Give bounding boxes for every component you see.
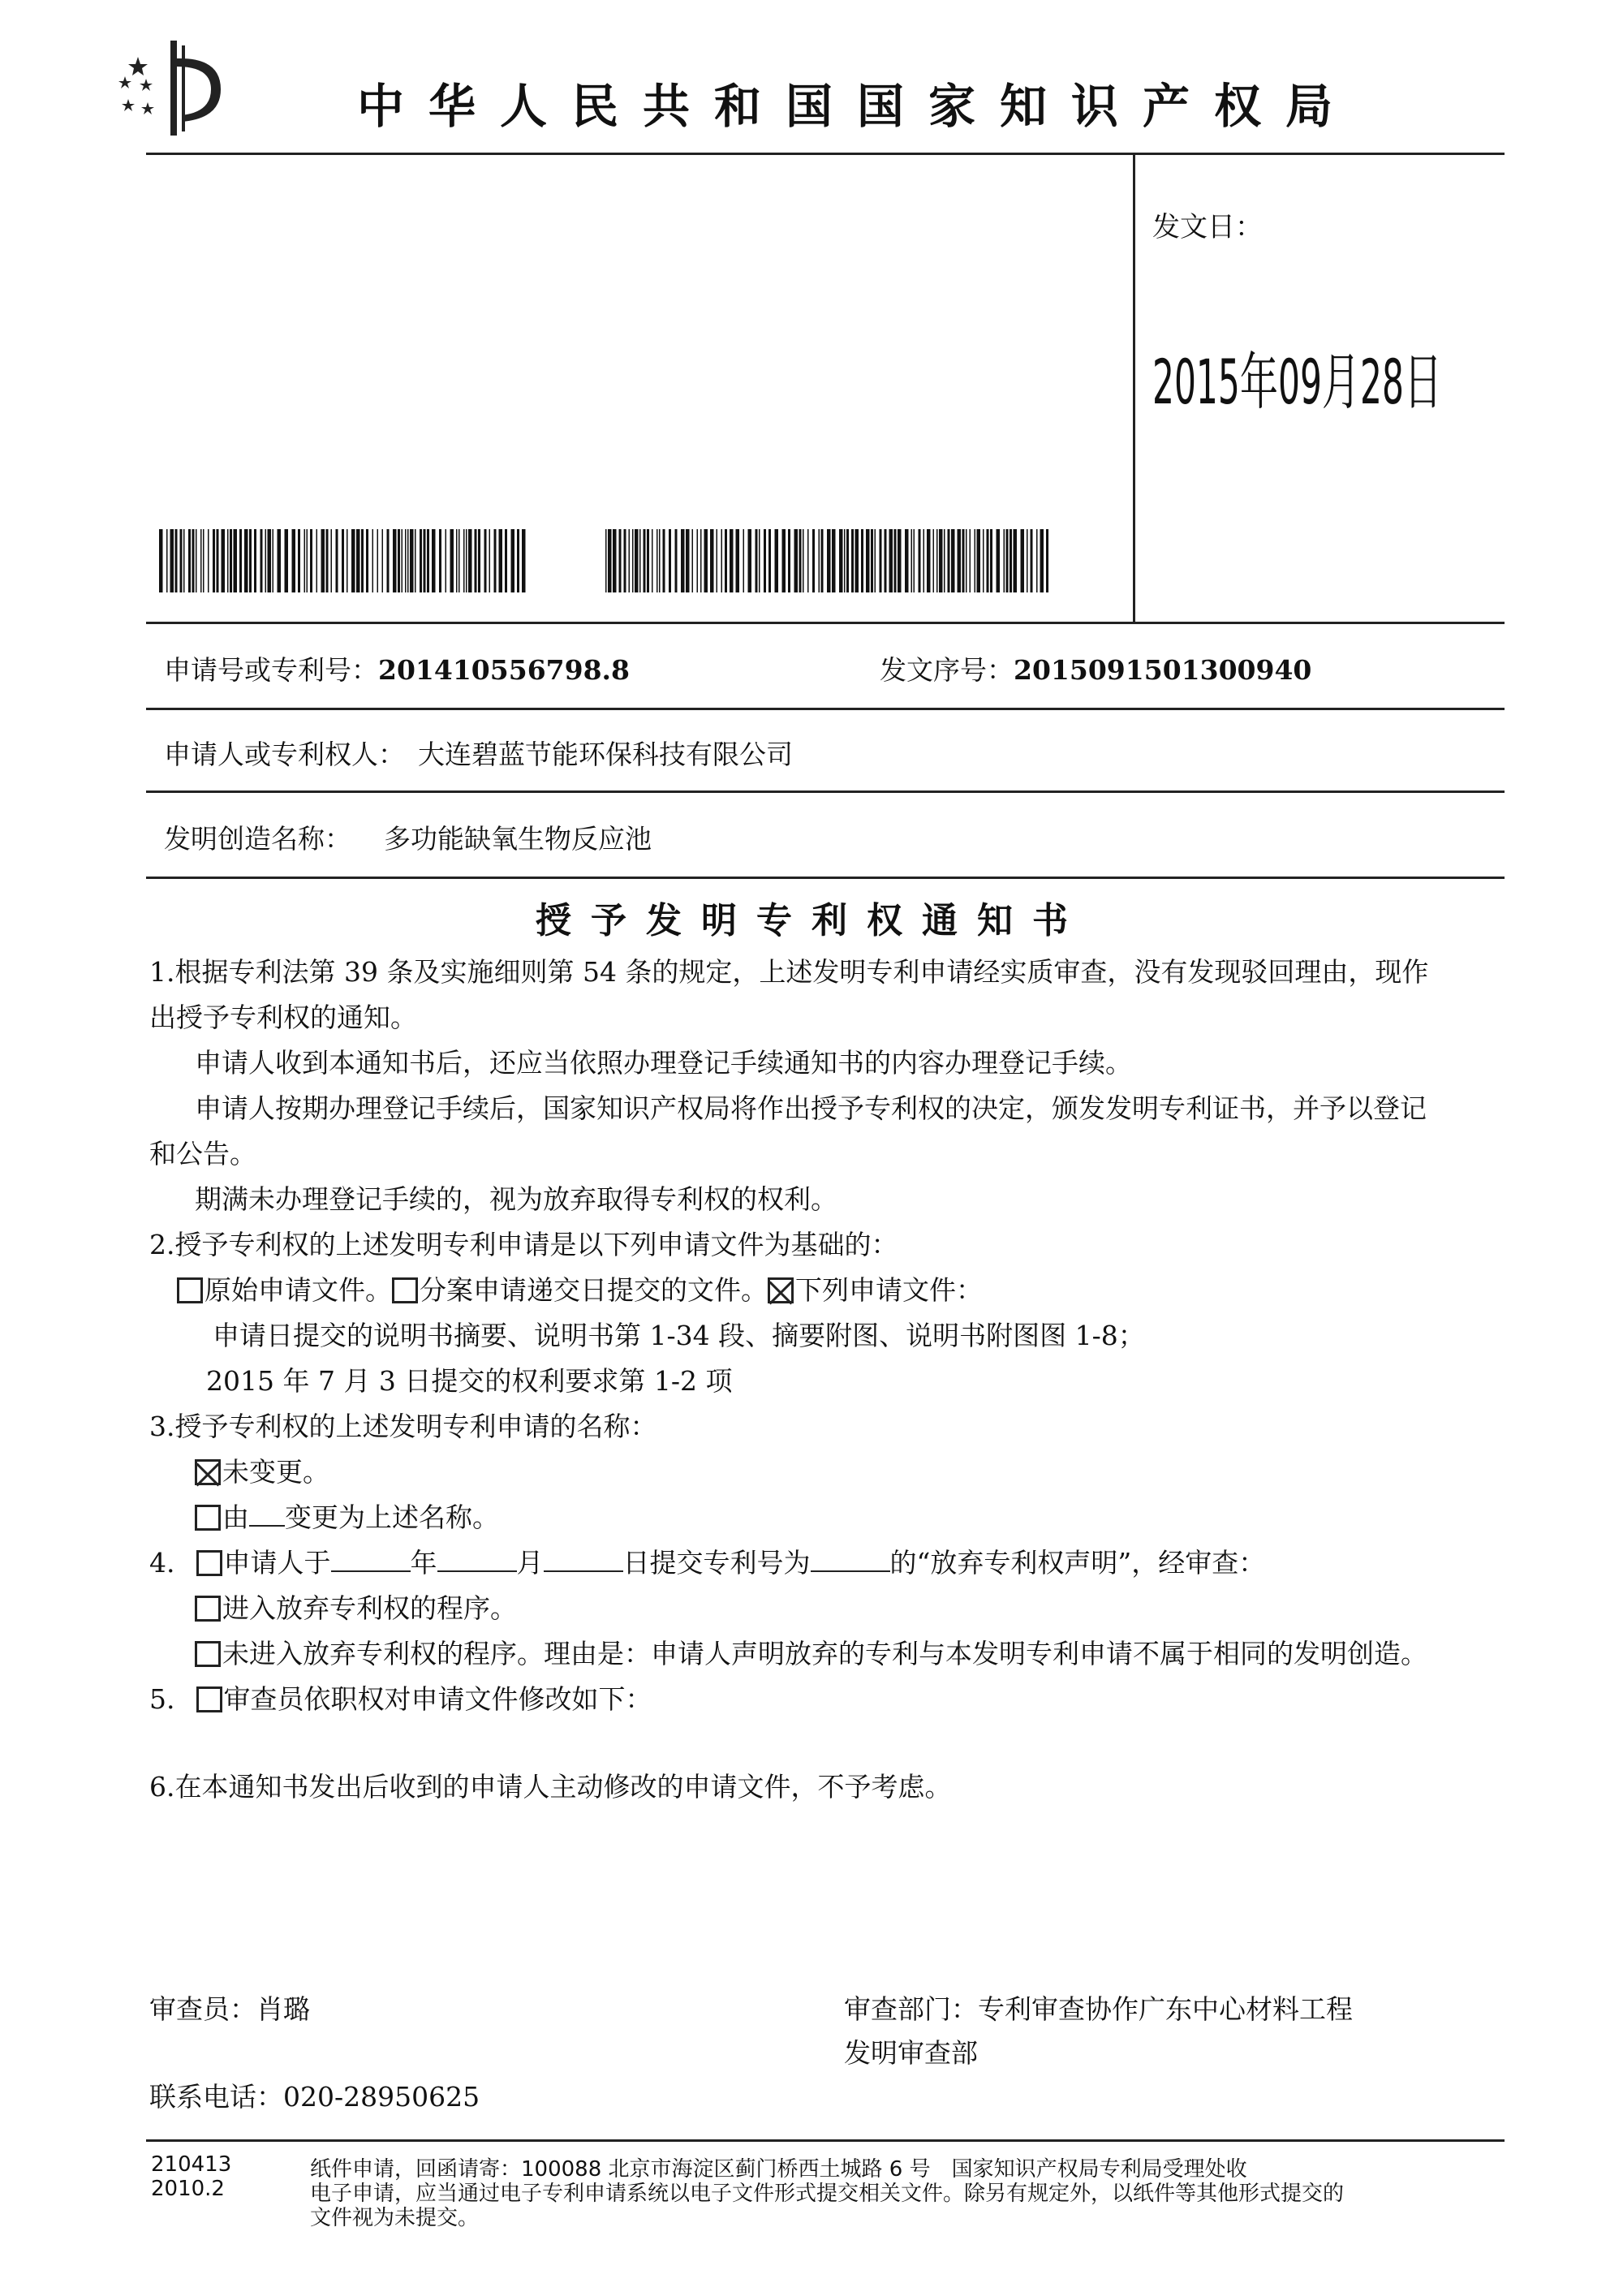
option-waiver-rejected: 未进入放弃专利权的程序。理由是：申请人声明放弃的专利与本发明专利申请不属于相同的发明创造。 (222, 1638, 1427, 1669)
checkbox-following-documents (768, 1277, 794, 1303)
option-name-unchanged: 未变更。 (222, 1456, 329, 1488)
contact-phone: 联系电话：020-28950625 (149, 2081, 480, 2113)
department-line-1: 审查部门：专利审查协作广东中心材料工程 (844, 1993, 1353, 2025)
department-line-2: 发明审查部 (844, 2037, 978, 2069)
option-following-documents: 下列申请文件： (795, 1274, 983, 1306)
invention-name: 多功能缺氧生物反应池 (384, 823, 652, 855)
blank-field (437, 1548, 517, 1572)
option-original-documents: 原始申请文件。 (204, 1274, 392, 1306)
clause-4-text-b: 年 (410, 1547, 437, 1579)
clause-2-options (177, 1274, 983, 1307)
dispatch-date-label: 发文日： (1152, 211, 1263, 243)
clause-4-text-c: 月 (516, 1547, 544, 1579)
application-number-row (164, 649, 630, 687)
divider (146, 708, 1505, 710)
clause-1-paragraph-a: 申请人收到本通知书后，还应当依照办理登记手续通知书的内容办理登记手续。 (195, 1047, 1132, 1079)
form-code-line-1: 210413 (151, 2152, 232, 2177)
checkbox-divisional-documents (392, 1277, 418, 1303)
cnipa-emblem-icon (114, 34, 243, 140)
invention-row (164, 818, 652, 856)
clause-1-line-2: 出授予专利权的通知。 (149, 1002, 417, 1033)
checkbox-examiner-amendment (196, 1686, 222, 1712)
checkbox-waiver-rejected (195, 1641, 221, 1667)
application-number-label: 申请号或专利号： (164, 654, 378, 686)
checkbox-waiver-declaration (196, 1550, 222, 1576)
clause-5 (149, 1683, 652, 1716)
header-divider (146, 153, 1505, 155)
divider (146, 622, 1505, 624)
divider (146, 790, 1505, 793)
serial-number: 2015091501300940 (1014, 654, 1312, 686)
clause-1-paragraph-b-line-2: 和公告。 (149, 1138, 256, 1170)
option-name-changed-suffix: 变更为上述名称。 (285, 1501, 499, 1533)
clause-4-text-a: 申请人于 (223, 1547, 331, 1579)
clause-2-detail-1: 申请日提交的说明书摘要、说明书第 1-34 段、摘要附图、说明书附图图 1-8； (213, 1320, 1145, 1351)
blank-field (249, 1502, 285, 1527)
org-name: 中华人民共和国国家知识产权局 (357, 79, 1358, 134)
clause-3-option-1 (195, 1456, 329, 1488)
date-box-divider (1133, 153, 1135, 622)
blank-field (811, 1548, 890, 1572)
checkbox-name-changed (195, 1505, 221, 1531)
checkbox-waiver-accepted (195, 1596, 221, 1622)
clause-2: 2.授予专利权的上述发明专利申请是以下列申请文件为基础的： (149, 1229, 898, 1260)
clause-1-line-1: 1.根据专利法第 39 条及实施细则第 54 条的规定，上述发明专利申请经实质审查，没有发现驳回理由，现作 (149, 956, 1429, 988)
option-divisional-documents: 分案申请递交日提交的文件。 (420, 1274, 768, 1306)
footer-line-1: 纸件申请，回函请寄：100088 北京市海淀区蓟门桥西土城路 6 号 国家知识产权局专利局受理处收 (310, 2157, 1247, 2182)
blank-field (331, 1548, 411, 1572)
barcode (159, 529, 527, 592)
applicant-name: 大连碧蓝节能环保科技有限公司 (418, 739, 793, 770)
examiner: 审查员：肖璐 (149, 1993, 310, 2025)
divider (146, 877, 1505, 879)
clause-4-option-2 (195, 1638, 1427, 1670)
application-number: 201410556798.8 (378, 654, 630, 686)
form-code-line-2: 2010.2 (151, 2177, 225, 2201)
clause-1-paragraph-b-line-1: 申请人按期办理登记手续后，国家知识产权局将作出授予专利权的决定，颁发发明专利证书，并予以登记 (195, 1092, 1427, 1124)
serial-number-row (880, 649, 1311, 687)
serial-number-label: 发文序号： (880, 654, 1014, 686)
option-name-changed-prefix: 由 (222, 1501, 249, 1533)
checkbox-original-documents (177, 1277, 203, 1303)
footer-line-3: 文件视为未提交。 (310, 2206, 480, 2230)
clause-4 (149, 1547, 1265, 1579)
footer-line-2: 电子申请，应当通过电子专利申请系统以电子文件形式提交相关文件。除另有规定外，以纸件等其他形式提交的 (310, 2182, 1345, 2206)
checkbox-name-unchanged (195, 1459, 221, 1485)
clause-4-number: 4. (149, 1547, 175, 1579)
clause-2-detail-2: 2015 年 7 月 3 日提交的权利要求第 1-2 项 (206, 1365, 733, 1397)
clause-4-option-1 (195, 1592, 517, 1625)
applicant-label: 申请人或专利权人： (164, 739, 405, 770)
barcode (605, 529, 1053, 592)
notice-title: 授予发明专利权通知书 (536, 900, 1087, 941)
applicant-row (164, 734, 793, 772)
clause-1-paragraph-c: 期满未办理登记手续的，视为放弃取得专利权的权利。 (195, 1183, 837, 1215)
invention-label: 发明创造名称： (164, 823, 351, 855)
clause-6: 6.在本通知书发出后收到的申请人主动修改的申请文件，不予考虑。 (149, 1771, 952, 1803)
clause-5-number: 5. (149, 1683, 175, 1715)
blank-field (544, 1548, 623, 1572)
footer-divider (146, 2139, 1505, 2142)
option-waiver-accepted: 进入放弃专利权的程序。 (222, 1592, 517, 1624)
clause-4-text-d: 日提交专利号为 (622, 1547, 811, 1579)
form-code (151, 2152, 231, 2201)
dispatch-date-value: 2015年09月28日 (1152, 346, 1443, 418)
clause-3-option-2 (195, 1501, 499, 1534)
clause-5-text: 审查员依职权对申请文件修改如下： (223, 1683, 652, 1715)
clause-3: 3.授予专利权的上述发明专利申请的名称： (149, 1411, 657, 1442)
clause-4-text-e: 的“放弃专利权声明”，经审查： (889, 1547, 1266, 1579)
